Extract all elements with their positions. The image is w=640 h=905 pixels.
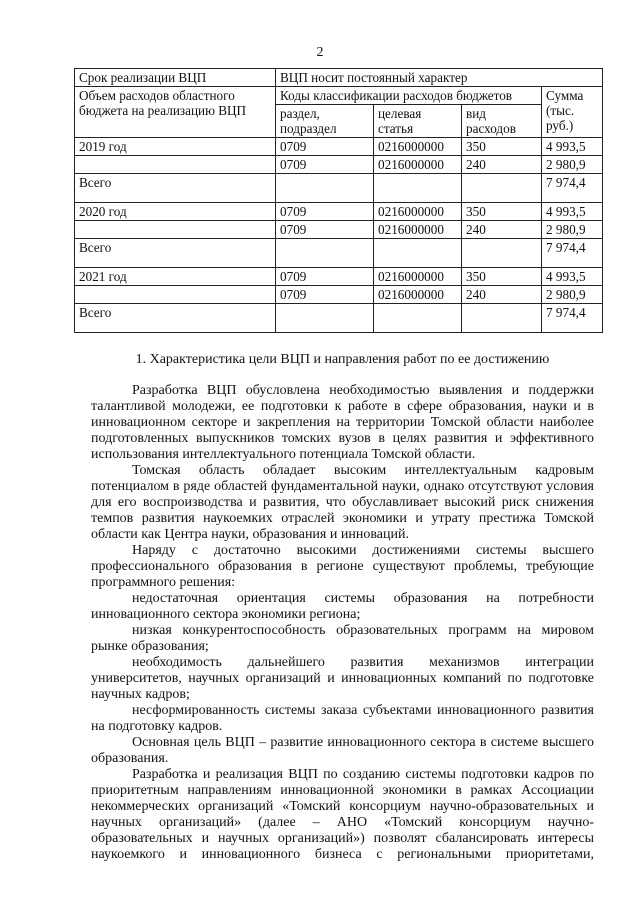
paragraph: несформированность системы заказа субъектами инновационного развития на подготовку кадров. <box>91 703 594 734</box>
empty-cell <box>75 221 276 239</box>
table-row <box>75 268 603 286</box>
col-section-header: раздел, подраздел <box>276 105 374 138</box>
year-label: 2020 год <box>75 203 276 221</box>
paragraph: недостаточная ориентация системы образования на потребности инновационного сектора экономики региона; <box>91 591 594 622</box>
sum-value: 4 993,5 <box>542 203 603 221</box>
section-code: 0709 <box>276 156 374 174</box>
codes-label: Коды классификации расходов бюджетов <box>276 87 542 105</box>
year-label: 2019 год <box>75 138 276 156</box>
empty-cell <box>75 156 276 174</box>
type-code: 240 <box>462 221 542 239</box>
total-sum: 7 974,4 <box>542 239 603 268</box>
empty-cell <box>374 239 462 268</box>
paragraph: Томская область обладает высоким интеллектуальным кадровым потенциалом в ряде областей фундаментальной науки, однако отсутствуют условия для его воспроизводства и развития, что обуславливает высокий риск снижения темпов развития наукоемких отраслей экономики и утрату престижа Томской области как Центра науки, образования и инноваций. <box>91 463 594 542</box>
budget-label: Объем расходов областного бюджета на реализацию ВЦП <box>75 87 276 138</box>
section-code: 0709 <box>276 203 374 221</box>
body-text <box>91 352 594 863</box>
page-number: 2 <box>316 45 324 60</box>
type-code: 350 <box>462 138 542 156</box>
section-code: 0709 <box>276 138 374 156</box>
type-code: 240 <box>462 286 542 304</box>
sum-value: 2 980,9 <box>542 286 603 304</box>
table-row <box>75 156 603 174</box>
total-label: Всего <box>75 174 276 203</box>
target-code: 0216000000 <box>374 156 462 174</box>
empty-cell <box>276 304 374 333</box>
section-code: 0709 <box>276 221 374 239</box>
total-label: Всего <box>75 239 276 268</box>
period-label: Срок реализации ВЦП <box>75 69 276 87</box>
target-code: 0216000000 <box>374 203 462 221</box>
target-code: 0216000000 <box>374 221 462 239</box>
total-label: Всего <box>75 304 276 333</box>
table-row <box>75 138 603 156</box>
paragraph: Наряду с достаточно высокими достижениями системы высшего профессионального образования в регионе существуют проблемы, требующие программного решения: <box>91 543 594 590</box>
target-code: 0216000000 <box>374 268 462 286</box>
paragraph: Разработка и реализация ВЦП по созданию системы подготовки кадров по приоритетным направлениям инновационной экономики в рамках Ассоциации некоммерческих организаций «Томский консорциум научно-образовательных и научных организаций» (далее – АНО «Томский консорциум научно-образовательных и научных организаций») позволят сбалансировать интересы наукоемкого и инновационного бизнеса с региональными приоритетами, <box>91 767 594 862</box>
paragraph: необходимость дальнейшего развития механизмов интеграции университетов, научных организаций и инновационных компаний по подготовке научных кадров; <box>91 655 594 702</box>
empty-cell <box>462 239 542 268</box>
target-code: 0216000000 <box>374 286 462 304</box>
section-code: 0709 <box>276 286 374 304</box>
year-label: 2021 год <box>75 268 276 286</box>
table-row <box>75 221 603 239</box>
paragraph: Разработка ВЦП обусловлена необходимостью выявления и поддержки талантливой молодежи, ее подготовки к работе в сфере образования, науки и в инновационном секторе и закрепления на территории Томской области наиболее подготовленных выпускников томских вузов в целях развития и эффективного использования интеллектуального потенциала Томской области. <box>91 383 594 462</box>
section-code: 0709 <box>276 268 374 286</box>
table-row <box>75 203 603 221</box>
type-code: 350 <box>462 268 542 286</box>
total-row <box>75 174 603 203</box>
type-code: 350 <box>462 203 542 221</box>
section-heading: 1. Характеристика цели ВЦП и направления работ по ее достижению <box>135 352 550 367</box>
period-value: ВЦП носит постоянный характер <box>276 69 603 87</box>
target-code: 0216000000 <box>374 138 462 156</box>
empty-cell <box>462 174 542 203</box>
paragraph: низкая конкурентоспособность образовательных программ на мировом рынке образования; <box>91 623 594 654</box>
budget-table <box>74 68 603 333</box>
empty-cell <box>276 239 374 268</box>
sum-value: 2 980,9 <box>542 156 603 174</box>
total-row <box>75 304 603 333</box>
empty-cell <box>276 174 374 203</box>
total-sum: 7 974,4 <box>542 304 603 333</box>
sum-value: 4 993,5 <box>542 138 603 156</box>
paragraph: Основная цель ВЦП – развитие инновационного сектора в системе высшего образования. <box>91 735 594 766</box>
sum-value: 2 980,9 <box>542 221 603 239</box>
col-type-header: вид расходов <box>462 105 542 138</box>
empty-cell <box>374 304 462 333</box>
total-sum: 7 974,4 <box>542 174 603 203</box>
total-row <box>75 239 603 268</box>
col-target-header: целевая статья <box>374 105 462 138</box>
empty-cell <box>374 174 462 203</box>
empty-cell <box>462 304 542 333</box>
table-row <box>75 286 603 304</box>
sum-value: 4 993,5 <box>542 268 603 286</box>
sum-label: Сумма (тыс. руб.) <box>542 87 603 138</box>
empty-cell <box>75 286 276 304</box>
paragraphs <box>91 383 594 863</box>
type-code: 240 <box>462 156 542 174</box>
